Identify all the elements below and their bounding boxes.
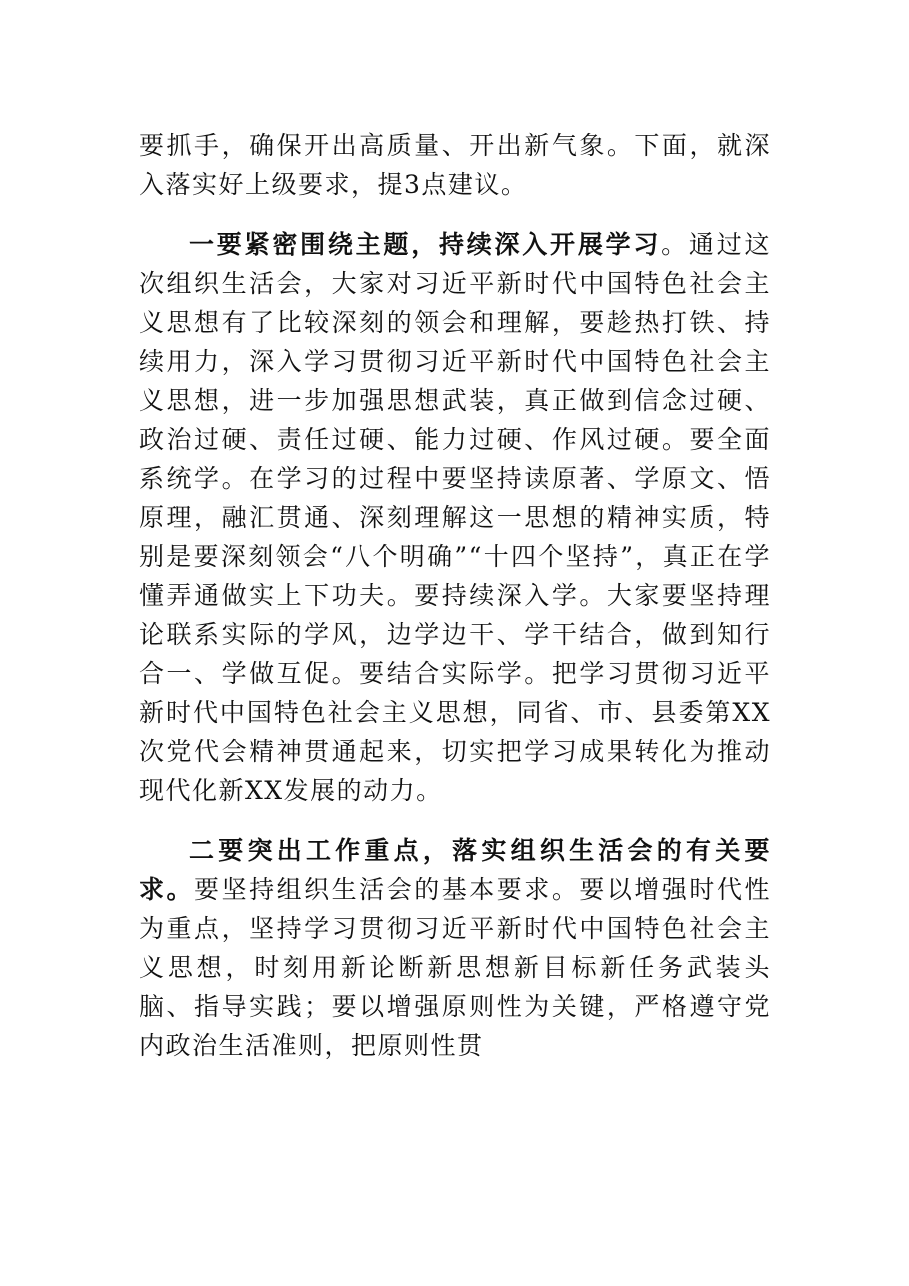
paragraph-3 [139,831,771,1065]
paragraph-3-text: 要坚持组织生活会的基本要求。要以增强时代性为重点，坚持学习贯彻习近平新时代中国特色社会主义思想，时刻用新论断新思想新目标新任务武装头脑、指导实践；要以增强原则性为关键，严格遵守党内政治生活准则，把原则性贯 [139,875,771,1060]
paragraph-2-lead: 一要紧密围绕主题，持续深入开展学习 [189,230,662,259]
paragraph-3-lead: 二要突出工作重点，落实组织生活会的有关要求。 [139,836,771,904]
document-body [139,126,771,1065]
paragraph-2 [139,225,771,810]
paragraph-1 [139,126,771,204]
paragraph-1-text: 要抓手，确保开出高质量、开出新气象。下面，就深入落实好上级要求，提3点建议。 [139,131,771,199]
paragraph-2-text: 。通过这次组织生活会，大家对习近平新时代中国特色社会主义思想有了比较深刻的领会和理解，要趁热打铁、持续用力，深入学习贯彻习近平新时代中国特色社会主义思想，进一步加强思想武装，真正做到信念过硬、政治过硬、责任过硬、能力过硬、作风过硬。要全面系统学。在学习的过程中要坚持读原著、学原文、悟原理，融汇贯通、深刻理解这一思想的精神实质，特别是要深刻领会“八个明确”“十四个坚持”，真正在学懂弄通做实上下功夫。要持续深入学。大家要坚持理论联系实际的学风，边学边干、学干结合，做到知行合一、学做互促。要结合实际学。把学习贯彻习近平新时代中国特色社会主义思想，同省、市、县委第XX次党代会精神贯通起来，切实把学习成果转化为推动现代化新XX发展的动力。 [139,230,771,805]
